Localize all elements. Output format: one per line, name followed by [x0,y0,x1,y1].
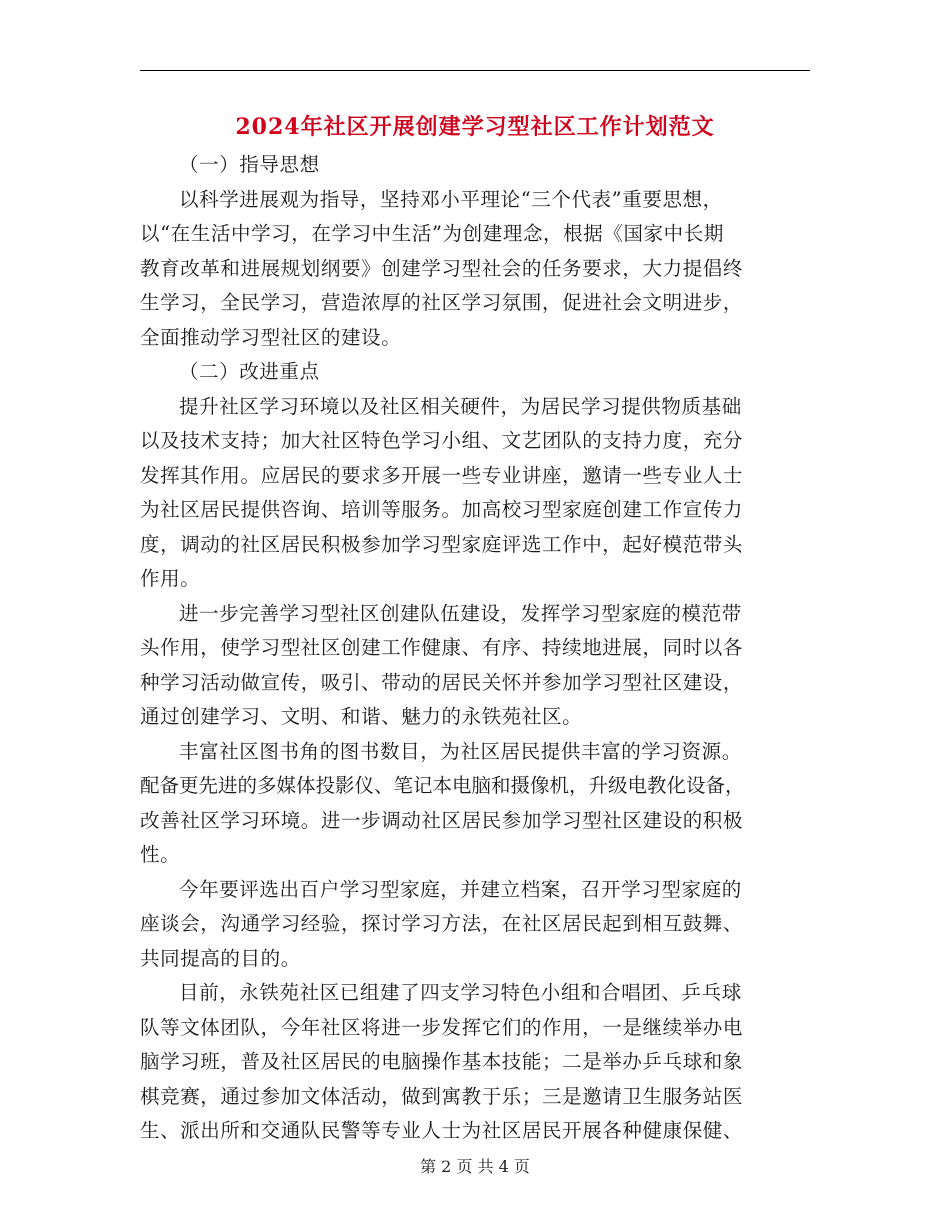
paragraph-line: 以“在生活中学习，在学习中生活”为创建理念，根据《国家中长期 [140,222,724,245]
paragraph-line: 今年要评选出百户学习型家庭，并建立档案，召开学习型家庭的 [179,877,742,901]
paragraph-line: 度，调动的社区居民积极参加学习型家庭评选工作中，起好模范带头 [140,532,744,556]
paragraph-line: 丰富社区图书角的图书数目，为社区居民提供丰富的学习资源。 [179,739,742,763]
paragraph-line: 队等文体团队，今年社区将进一步发挥它们的作用，一是继续举办电 [140,1015,744,1039]
paragraph-line: 配备更先进的多媒体投影仪、笔记本电脑和摄像机，升级电教化设备， [140,774,745,797]
paragraph-line: 座谈会，沟通学习经验，探讨学习方法，在社区居民起到相互鼓舞、 [140,912,744,935]
paragraph-line: 进一步完善学习型社区创建队伍建设，发挥学习型家庭的模范带 [179,601,742,625]
document-title: 2024年社区开展创建学习型社区工作计划范文 [235,114,715,140]
section-heading-key-improvements: （二）改进重点 [179,360,320,383]
document-body [140,148,810,1149]
paragraph-line: 提升社区学习环境以及社区相关硬件，为居民学习提供物质基础 [179,394,742,418]
paragraph-line: 目前，永铁苑社区已组建了四支学习特色小组和合唱团、乒乓球 [179,981,742,1004]
paragraph-line: 教育改革和进展规划纲要》创建学习型社会的任务要求，大力提倡终 [140,256,744,280]
paragraph-line: 种学习活动做宣传，吸引、带动的居民关怀并参加学习型社区建设， [140,670,744,694]
paragraph-line: 共同提高的目的。 [140,946,301,970]
page-number-footer: 第 2 页 共 4 页 [420,1157,530,1176]
paragraph-line: 生、派出所和交通队民警等专业人士为社区居民开展各种健康保健、 [140,1119,744,1142]
paragraph-line: 通过创建学习、文明、和谐、魅力的永铁苑社区。 [140,705,583,728]
paragraph-line: 以科学进展观为指导，坚持邓小平理论“三个代表”重要思想， [179,187,723,211]
paragraph-line: 性。 [140,843,181,866]
paragraph-line: 棋竞赛，通过参加文体活动，做到寓教于乐；三是邀请卫生服务站医 [140,1084,744,1108]
paragraph-line: 生学习，全民学习，营造浓厚的社区学习氛围，促进社会文明进步， [140,291,744,314]
header-rule [140,70,810,71]
section-heading-guiding-ideology: （一）指导思想 [179,153,320,176]
paragraph-line: 改善社区学习环境。进一步调动社区居民参加学习型社区建设的积极 [140,808,744,832]
paragraph-line: 为社区居民提供咨询、培训等服务。加高校习型家庭创建工作宣传力 [140,498,744,521]
paragraph-line: 全面推动学习型社区的建设。 [140,325,402,349]
paragraph-line: 发挥其作用。应居民的要求多开展一些专业讲座，邀请一些专业人士 [140,463,744,487]
paragraph-line: 作用。 [140,567,201,590]
paragraph-line: 头作用，使学习型社区创建工作健康、有序、持续地进展，同时以各 [140,636,744,659]
paragraph-line: 以及技术支持；加大社区特色学习小组、文艺团队的支持力度，充分 [140,429,744,452]
paragraph-line: 脑学习班，普及社区居民的电脑操作基本技能；二是举办乒乓球和象 [140,1050,744,1073]
